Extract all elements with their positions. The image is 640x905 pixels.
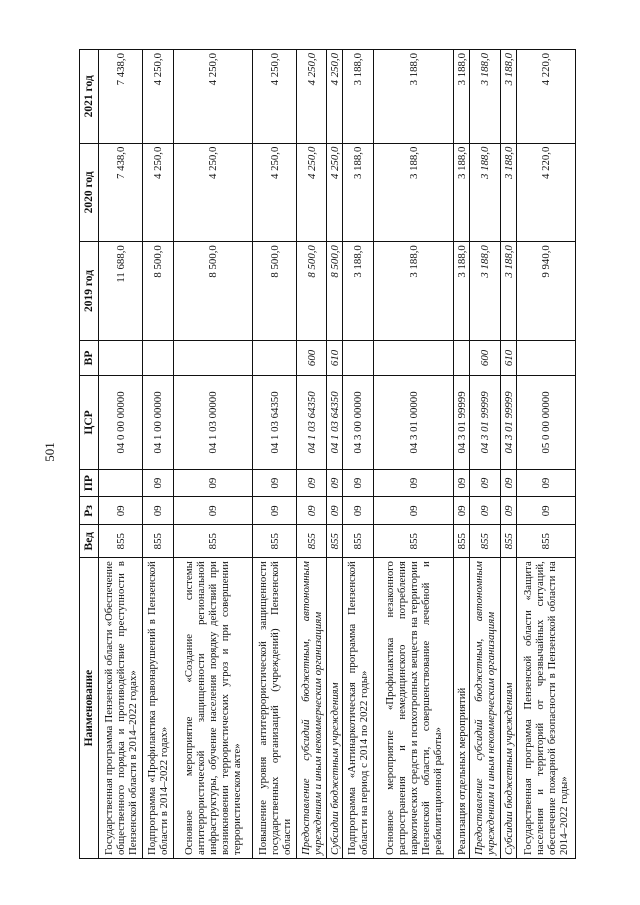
col-header-vr: ВР: [80, 340, 99, 375]
cell-name: Основное мероприятие «Профилактика незаконного распространения и немедицинского потребления наркотических средств и психотропных веществ на территории Пензенской области, совершенствование лечебной и реабилитационной работы»: [374, 558, 454, 859]
cell-vr: 600: [470, 340, 501, 375]
cell-ved: 855: [99, 525, 143, 558]
cell-y2019: 3 188,0: [501, 242, 517, 341]
cell-csr: 04 1 03 64350: [327, 376, 343, 470]
cell-rz: 09: [501, 497, 517, 525]
cell-ved: 855: [174, 525, 253, 558]
cell-name: Государственная программа Пензенской области «Защита населения и территорий от чрезвычайных ситуаций, обеспечение пожарной безопасности в Пензенской области на 2014–2022 годы»: [517, 558, 576, 859]
cell-y2021: 4 250,0: [174, 50, 253, 144]
cell-name: Государственная программа Пензенской области «Обеспечение общественного порядка и противодействие преступности в Пензенской области в 2014–2022 годах»: [99, 558, 143, 859]
budget-table-rotated: [79, 49, 570, 859]
cell-csr: 04 1 03 64350: [297, 376, 327, 470]
cell-rz: 09: [174, 497, 253, 525]
table-body: [99, 50, 576, 859]
cell-pr: [99, 469, 143, 497]
cell-pr: 09: [374, 469, 454, 497]
cell-ved: 855: [143, 525, 174, 558]
cell-rz: 09: [517, 497, 576, 525]
cell-csr: 04 3 01 99999: [470, 376, 501, 470]
cell-y2021: 4 250,0: [143, 50, 174, 144]
cell-name: Повышение уровня антитеррористической защищенности государственных организаций (учреждений) Пензенской области: [253, 558, 297, 859]
cell-ved: 855: [374, 525, 454, 558]
cell-name: Предоставление субсидий бюджетным, автономным учреждениям и иным некоммерческим организациям: [297, 558, 327, 859]
cell-ved: 855: [454, 525, 470, 558]
cell-y2019: 8 500,0: [174, 242, 253, 341]
cell-rz: 09: [143, 497, 174, 525]
cell-pr: 09: [501, 469, 517, 497]
col-header-ved: Вед: [80, 525, 99, 558]
cell-y2020: 4 250,0: [174, 143, 253, 242]
cell-y2019: 3 188,0: [470, 242, 501, 341]
cell-pr: 09: [517, 469, 576, 497]
table-row: [374, 50, 454, 859]
cell-y2019: 3 188,0: [343, 242, 374, 341]
cell-ved: 855: [501, 525, 517, 558]
cell-vr: [143, 340, 174, 375]
cell-name: Реализация отдельных мероприятий: [454, 558, 470, 859]
col-header-2021: 2021 год: [80, 50, 99, 144]
cell-y2020: 4 250,0: [327, 143, 343, 242]
cell-y2019: 11 688,0: [99, 242, 143, 341]
cell-y2019: 9 940,0: [517, 242, 576, 341]
cell-vr: 610: [327, 340, 343, 375]
cell-name: Подпрограмма «Антинаркотическая программа Пензенской области на период с 2014 по 2022 годы»: [343, 558, 374, 859]
table-row: [343, 50, 374, 859]
cell-y2020: 4 250,0: [143, 143, 174, 242]
cell-vr: [517, 340, 576, 375]
cell-pr: 09: [253, 469, 297, 497]
cell-y2021: 3 188,0: [374, 50, 454, 144]
cell-y2021: 4 220,0: [517, 50, 576, 144]
cell-vr: [174, 340, 253, 375]
cell-rz: 09: [297, 497, 327, 525]
table-row: [143, 50, 174, 859]
header-row: [80, 50, 99, 859]
cell-y2021: 3 188,0: [470, 50, 501, 144]
cell-y2020: 4 220,0: [517, 143, 576, 242]
cell-y2019: 3 188,0: [454, 242, 470, 341]
cell-y2021: 4 250,0: [327, 50, 343, 144]
cell-y2021: 3 188,0: [454, 50, 470, 144]
table-row: [253, 50, 297, 859]
col-header-2020: 2020 год: [80, 143, 99, 242]
cell-vr: [454, 340, 470, 375]
cell-csr: 04 3 01 99999: [501, 376, 517, 470]
cell-pr: 09: [174, 469, 253, 497]
cell-csr: 05 0 00 00000: [517, 376, 576, 470]
cell-y2019: 3 188,0: [374, 242, 454, 341]
cell-csr: 04 1 03 00000: [174, 376, 253, 470]
cell-ved: 855: [470, 525, 501, 558]
table-row: [501, 50, 517, 859]
table-row: [517, 50, 576, 859]
table-row: [327, 50, 343, 859]
cell-y2021: 3 188,0: [501, 50, 517, 144]
cell-y2019: 8 500,0: [253, 242, 297, 341]
cell-csr: 04 3 01 00000: [374, 376, 454, 470]
cell-y2020: 3 188,0: [374, 143, 454, 242]
cell-y2019: 8 500,0: [327, 242, 343, 341]
cell-csr: 04 1 03 64350: [253, 376, 297, 470]
cell-pr: 09: [470, 469, 501, 497]
cell-name: Субсидии бюджетным учреждениям: [327, 558, 343, 859]
cell-rz: 09: [343, 497, 374, 525]
cell-ved: 855: [297, 525, 327, 558]
cell-y2020: 3 188,0: [470, 143, 501, 242]
cell-ved: 855: [517, 525, 576, 558]
cell-vr: 600: [297, 340, 327, 375]
cell-pr: 09: [454, 469, 470, 497]
col-header-name: Наименование: [80, 558, 99, 859]
cell-vr: 610: [501, 340, 517, 375]
cell-rz: 09: [99, 497, 143, 525]
table-row: [454, 50, 470, 859]
cell-y2021: 7 438,0: [99, 50, 143, 144]
cell-y2020: 3 188,0: [343, 143, 374, 242]
cell-csr: 04 3 00 00000: [343, 376, 374, 470]
col-header-rz: Рз: [80, 497, 99, 525]
cell-pr: 09: [143, 469, 174, 497]
table-row: [470, 50, 501, 859]
cell-y2020: 4 250,0: [297, 143, 327, 242]
cell-pr: 09: [297, 469, 327, 497]
cell-ved: 855: [327, 525, 343, 558]
cell-rz: 09: [374, 497, 454, 525]
cell-ved: 855: [343, 525, 374, 558]
cell-rz: 09: [253, 497, 297, 525]
budget-table: [79, 49, 576, 859]
cell-y2020: 4 250,0: [253, 143, 297, 242]
cell-pr: 09: [327, 469, 343, 497]
cell-y2020: 3 188,0: [501, 143, 517, 242]
cell-ved: 855: [253, 525, 297, 558]
table-row: [174, 50, 253, 859]
page-number: 501: [42, 442, 57, 462]
cell-y2021: 4 250,0: [297, 50, 327, 144]
cell-vr: [343, 340, 374, 375]
col-header-csr: ЦСР: [80, 376, 99, 470]
cell-y2020: 3 188,0: [454, 143, 470, 242]
cell-y2019: 8 500,0: [143, 242, 174, 341]
cell-rz: 09: [470, 497, 501, 525]
col-header-2019: 2019 год: [80, 242, 99, 341]
cell-pr: 09: [343, 469, 374, 497]
cell-rz: 09: [327, 497, 343, 525]
cell-name: Предоставление субсидий бюджетным, автономным учреждениям и иным некоммерческим организациям: [470, 558, 501, 859]
cell-rz: 09: [454, 497, 470, 525]
table-row: [297, 50, 327, 859]
cell-y2019: 8 500,0: [297, 242, 327, 341]
cell-csr: 04 3 01 99999: [454, 376, 470, 470]
cell-vr: [99, 340, 143, 375]
col-header-pr: ПР: [80, 469, 99, 497]
cell-y2021: 4 250,0: [253, 50, 297, 144]
cell-name: Подпрограмма «Профилактика правонарушений в Пензенской области в 2014–2022 годах»: [143, 558, 174, 859]
cell-csr: 04 0 00 00000: [99, 376, 143, 470]
table-row: [99, 50, 143, 859]
cell-name: Субсидии бюджетным учреждениям: [501, 558, 517, 859]
cell-y2020: 7 438,0: [99, 143, 143, 242]
cell-name: Основное мероприятие «Создание системы антитеррористической защищенности региональной инфраструктуры, обучение населения порядку действий при возникновении террористических угроз и при совершении террористическом акте»: [174, 558, 253, 859]
cell-y2021: 3 188,0: [343, 50, 374, 144]
cell-vr: [374, 340, 454, 375]
cell-vr: [253, 340, 297, 375]
cell-csr: 04 1 00 00000: [143, 376, 174, 470]
